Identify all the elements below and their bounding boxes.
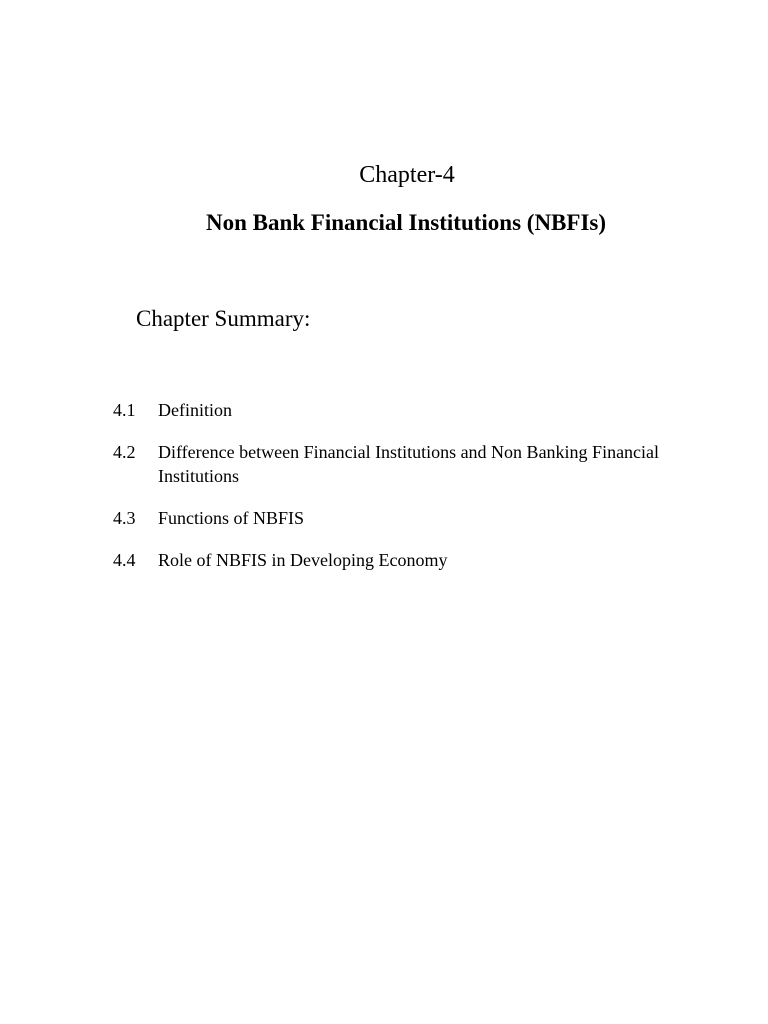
summary-item-number: 4.1: [113, 400, 136, 420]
chapter-summary-list: [113, 398, 673, 590]
summary-heading: Chapter Summary:: [136, 306, 311, 331]
summary-item: [113, 440, 673, 488]
summary-item-label: Difference between Financial Institutions and Non Banking Financial Institutions: [158, 442, 660, 486]
chapter-title: Non Bank Financial Institutions (NBFIs): [205, 210, 607, 235]
summary-item-label: Definition: [158, 400, 232, 420]
summary-item: [113, 506, 673, 530]
summary-item-number: 4.4: [113, 550, 136, 570]
chapter-number: Chapter-4: [359, 162, 455, 188]
summary-item: [113, 398, 673, 422]
summary-item-label: Role of NBFIS in Developing Economy: [158, 550, 448, 570]
summary-item-number: 4.2: [113, 442, 136, 462]
summary-item: [113, 548, 673, 572]
summary-item-label: Functions of NBFIS: [158, 508, 305, 528]
summary-item-number: 4.3: [113, 508, 136, 528]
